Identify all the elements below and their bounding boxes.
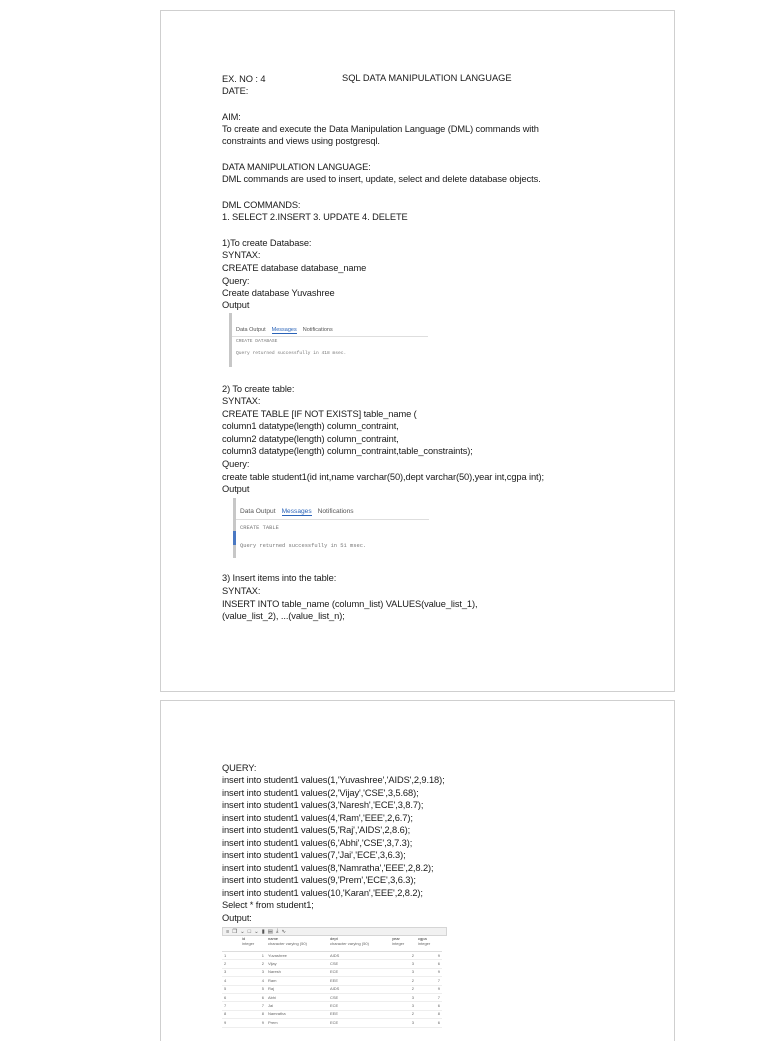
query-label: QUERY:	[222, 763, 257, 773]
table-row[interactable]	[222, 977, 442, 985]
table-cell[interactable]: 3	[390, 1002, 416, 1010]
row-number-cell: 2	[222, 960, 240, 968]
table-cell[interactable]: 6	[416, 960, 442, 968]
insert-statement: insert into student1 values(9,'Prem','ECE',3,6.3);	[222, 875, 416, 885]
result-table	[222, 937, 442, 1028]
row-number-cell: 1	[222, 952, 240, 960]
table-row[interactable]	[222, 952, 442, 960]
message-line: Query returned successfully in 418 msec.	[236, 351, 347, 356]
document-page-1	[160, 10, 675, 692]
message-line: CREATE DATABASE	[236, 339, 278, 344]
section-heading: 2) To create table:	[222, 384, 295, 394]
syntax-label: SYNTAX:	[222, 396, 261, 406]
table-cell[interactable]: CSE	[328, 960, 390, 968]
table-cell[interactable]: 2	[390, 1010, 416, 1018]
save-data-icon[interactable]: ▤	[267, 928, 273, 935]
column-header-cgpa[interactable]: cgpa integer	[416, 937, 442, 952]
table-row[interactable]	[222, 985, 442, 993]
syntax-text: column1 datatype(length) column_contraint,	[222, 421, 399, 431]
table-cell[interactable]: 8	[240, 1010, 266, 1018]
message-line: Query returned successfully in 51 msec.	[240, 543, 367, 549]
result-grid	[222, 927, 447, 1047]
table-cell[interactable]: 9	[416, 952, 442, 960]
row-number-cell: 3	[222, 968, 240, 976]
table-cell[interactable]: 3	[390, 1019, 416, 1027]
chevron-down-icon[interactable]: ⌄	[254, 928, 259, 935]
table-cell[interactable]: 7	[416, 977, 442, 985]
table-cell[interactable]: 6	[240, 993, 266, 1001]
table-cell[interactable]: ECE	[328, 1002, 390, 1010]
table-cell[interactable]: 3	[390, 960, 416, 968]
insert-statement: insert into student1 values(8,'Namratha','EEE',2,8.2);	[222, 863, 434, 873]
table-cell[interactable]: 8	[416, 1010, 442, 1018]
table-cell[interactable]: 9	[416, 985, 442, 993]
table-cell[interactable]: Raj	[266, 985, 328, 993]
tab-data-output: Data Output	[236, 327, 266, 333]
tab-messages: Messages	[271, 327, 297, 333]
chevron-down-icon[interactable]: ⌄	[240, 928, 245, 935]
table-cell[interactable]: 2	[390, 985, 416, 993]
query-text: create table student1(id int,name varchar(50),dept varchar(50),year int,cgpa int);	[222, 472, 545, 482]
query-label: Query:	[222, 459, 250, 469]
column-header-dept[interactable]: dept character varying (50)	[328, 937, 390, 952]
section-heading: 3) Insert items into the table:	[222, 573, 337, 583]
output-tabs	[240, 508, 360, 515]
row-number-cell: 5	[222, 985, 240, 993]
dml-commands-label: DML COMMANDS:	[222, 200, 301, 210]
query-text: Create database Yuvashree	[222, 288, 335, 298]
insert-statement: insert into student1 values(5,'Raj','AIDS',2,8.6);	[222, 825, 411, 835]
insert-statement: insert into student1 values(2,'Vijay','CSE',3,5.68);	[222, 788, 419, 798]
row-number-header	[222, 937, 240, 952]
message-line: CREATE TABLE	[240, 525, 279, 531]
syntax-text: column2 datatype(length) column_contraint,	[222, 434, 399, 444]
table-cell[interactable]: 3	[240, 968, 266, 976]
output-label: Output	[222, 484, 250, 494]
insert-statement: insert into student1 values(6,'Abhi','CSE',3,7.3);	[222, 838, 413, 848]
table-cell[interactable]: 2	[240, 960, 266, 968]
insert-statement: insert into student1 values(3,'Naresh','ECE',3,8.7);	[222, 800, 424, 810]
aim-text-line: To create and execute the Data Manipulation Language (DML) commands with	[222, 124, 539, 134]
syntax-label: SYNTAX:	[222, 250, 261, 260]
output-screenshot	[229, 313, 428, 367]
insert-statement: insert into student1 values(10,'Karan','EEE',2,8.2);	[222, 888, 423, 898]
dml-commands-list: 1. SELECT 2.INSERT 3. UPDATE 4. DELETE	[222, 212, 408, 222]
syntax-text: (value_list_2), ...(value_list_n);	[222, 611, 345, 621]
table-cell[interactable]: Vijay	[266, 960, 328, 968]
table-cell[interactable]: 9	[416, 968, 442, 976]
download-icon[interactable]: ⤓	[275, 928, 279, 934]
column-header-name[interactable]: name character varying (50)	[266, 937, 328, 952]
table-row[interactable]	[222, 1019, 442, 1027]
section-heading: 1)To create Database:	[222, 238, 312, 248]
table-cell[interactable]: Jai	[266, 1002, 328, 1010]
table-cell[interactable]: ECE	[328, 968, 390, 976]
table-cell[interactable]: 4	[240, 977, 266, 985]
insert-statement: insert into student1 values(7,'Jai','ECE',3,6.3);	[222, 850, 406, 860]
select-statement: Select * from student1;	[222, 900, 314, 910]
table-cell[interactable]: 6	[416, 1002, 442, 1010]
output-label: Output:	[222, 913, 252, 923]
page-title: SQL DATA MANIPULATION LANGUAGE	[342, 73, 512, 83]
dml-label: DATA MANIPULATION LANGUAGE:	[222, 162, 371, 172]
syntax-text: column3 datatype(length) column_contraint,table_constraints);	[222, 446, 473, 456]
graph-icon[interactable]: ∿	[281, 928, 286, 935]
output-label: Output	[222, 300, 250, 310]
table-cell[interactable]: Naresh	[266, 968, 328, 976]
document-page-2	[160, 700, 675, 1041]
row-number-cell: 4	[222, 977, 240, 985]
row-number-cell: 9	[222, 1019, 240, 1027]
table-cell[interactable]: 7	[416, 993, 442, 1001]
table-cell[interactable]: 1	[240, 952, 266, 960]
table-cell[interactable]: AIDS	[328, 985, 390, 993]
syntax-text: INSERT INTO table_name (column_list) VALUES(value_list_1),	[222, 599, 478, 609]
paste-icon[interactable]: □	[247, 928, 252, 935]
table-cell[interactable]: 5	[240, 985, 266, 993]
tab-data-output: Data Output	[240, 508, 276, 515]
syntax-label: SYNTAX:	[222, 586, 261, 596]
table-row[interactable]	[222, 1002, 442, 1010]
row-number-cell: 8	[222, 1010, 240, 1018]
tab-notifications: Notifications	[317, 508, 354, 515]
row-number-cell: 6	[222, 993, 240, 1001]
syntax-text: CREATE database database_name	[222, 263, 367, 273]
date-label: DATE:	[222, 86, 249, 96]
insert-statement: insert into student1 values(4,'Ram','EEE',2,6.7);	[222, 813, 413, 823]
aim-text-line: constraints and views using postgresql.	[222, 136, 380, 146]
tab-divider	[232, 336, 428, 337]
table-cell[interactable]: Prem	[266, 1019, 328, 1027]
result-body	[222, 952, 442, 1028]
table-cell[interactable]: CSE	[328, 993, 390, 1001]
table-cell[interactable]: 2	[390, 977, 416, 985]
table-cell[interactable]: 3	[390, 968, 416, 976]
grid-toolbar	[222, 927, 447, 936]
table-row[interactable]	[222, 993, 442, 1001]
selection-marker	[233, 531, 236, 545]
query-label: Query:	[222, 276, 250, 286]
table-row[interactable]	[222, 1010, 442, 1018]
table-cell[interactable]: Ram	[266, 977, 328, 985]
table-cell[interactable]: EEE	[328, 977, 390, 985]
tab-notifications: Notifications	[302, 327, 333, 333]
table-cell[interactable]: Abhi	[266, 993, 328, 1001]
table-cell[interactable]: 9	[240, 1019, 266, 1027]
column-header-id[interactable]: id integer	[240, 937, 266, 952]
exercise-number: EX. NO : 4	[222, 74, 266, 84]
table-cell[interactable]: Namratha	[266, 1010, 328, 1018]
insert-statement: insert into student1 values(1,'Yuvashree','AIDS',2,9.18);	[222, 775, 445, 785]
table-cell[interactable]: 6	[416, 1019, 442, 1027]
table-cell[interactable]: 7	[240, 1002, 266, 1010]
table-row[interactable]	[222, 968, 442, 976]
aim-label: AIM:	[222, 112, 241, 122]
delete-icon[interactable]: ▮	[261, 928, 265, 935]
table-cell[interactable]: ECE	[328, 1019, 390, 1027]
output-screenshot	[233, 498, 429, 558]
header-row	[222, 937, 442, 952]
output-tabs	[236, 327, 339, 333]
table-cell[interactable]: AIDS	[328, 952, 390, 960]
table-cell[interactable]: Yuvashree	[266, 952, 328, 960]
copy-icon[interactable]: ❐	[232, 928, 238, 935]
column-header-year[interactable]: year integer	[390, 937, 416, 952]
tab-messages: Messages	[281, 508, 312, 515]
table-cell[interactable]: EEE	[328, 1010, 390, 1018]
add-row-icon[interactable]: ≡	[226, 928, 230, 935]
table-cell[interactable]: 2	[390, 952, 416, 960]
syntax-text: CREATE TABLE [IF NOT EXISTS] table_name (	[222, 409, 417, 419]
tab-divider	[236, 519, 429, 520]
table-cell[interactable]: 3	[390, 993, 416, 1001]
dml-description: DML commands are used to insert, update, select and delete database objects.	[222, 174, 541, 184]
table-row[interactable]	[222, 960, 442, 968]
row-number-cell: 7	[222, 1002, 240, 1010]
